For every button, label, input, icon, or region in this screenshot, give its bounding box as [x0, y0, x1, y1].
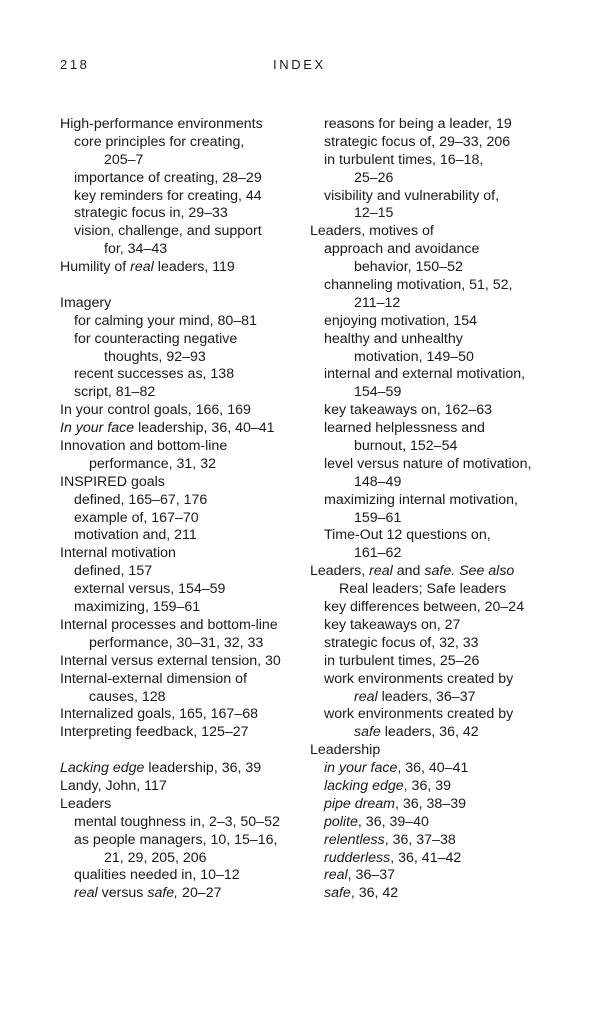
index-continuation: [310, 474, 550, 492]
italic-term: rudderless: [324, 849, 391, 866]
index-column-left: [60, 116, 305, 903]
index-subentry: [60, 313, 305, 331]
index-subentry: [310, 671, 550, 689]
index-subentry: [310, 492, 550, 510]
entry-text: approach and avoidance: [324, 241, 480, 258]
entry-text: Landy, John, 117: [60, 777, 167, 794]
index-entry: [60, 474, 305, 492]
index-entry: [60, 706, 305, 724]
index-subentry: [60, 599, 305, 617]
entry-text: key takeaways on, 162–63: [324, 402, 492, 419]
entry-text: Internalized goals, 165, 167–68: [60, 706, 258, 723]
entry-text: INSPIRED goals: [60, 473, 165, 490]
index-continuation: [60, 635, 305, 653]
index-subentry: [310, 420, 550, 438]
italic-term: Lacking edge: [60, 760, 145, 777]
letter-group-gap: [60, 742, 305, 760]
index-subentry: [310, 152, 550, 170]
entry-text: 211–12: [354, 294, 401, 311]
entry-text: High-performance environments: [60, 116, 263, 132]
entry-text: reasons for being a leader, 19: [324, 116, 512, 132]
entry-text: leaders, 119: [153, 259, 235, 276]
index-subentry: [60, 384, 305, 402]
italic-term: real: [354, 688, 378, 705]
entry-text: Humility of: [60, 259, 131, 276]
index-entry: [60, 724, 305, 742]
italic-term: real: [324, 867, 348, 884]
entry-text: performance, 31, 32: [89, 455, 216, 472]
index-entry: [60, 259, 305, 277]
index-continuation: [310, 581, 550, 599]
index-subentry: [310, 402, 550, 420]
entry-text: versus: [97, 885, 148, 902]
entry-text: as people managers, 10, 15–16,: [74, 831, 278, 848]
entry-text: thoughts, 92–93: [104, 348, 206, 365]
entry-text: visibility and vulnerability of,: [324, 187, 500, 204]
index-subentry: [310, 331, 550, 349]
entry-text: Innovation and bottom-line: [60, 438, 228, 455]
entry-text: leaders, 36–37: [377, 688, 476, 705]
index-subentry: [60, 188, 305, 206]
index-subentry: [310, 241, 550, 259]
index-subentry: [310, 885, 550, 903]
index-continuation: [60, 241, 305, 259]
entry-text: script, 81–82: [74, 384, 156, 401]
index-subentry: [310, 850, 550, 868]
index-continuation: [60, 349, 305, 367]
index-subentry: [60, 331, 305, 349]
entry-text: 159–61: [354, 509, 402, 526]
index-continuation: [310, 259, 550, 277]
index-entry: [60, 116, 305, 134]
entry-text: Internal versus external tension, 30: [60, 652, 281, 669]
index-entry: [310, 223, 550, 241]
index-subentry: [60, 366, 305, 384]
entry-text: Interpreting feedback, 125–27: [60, 724, 249, 741]
index-entry: [60, 295, 305, 313]
entry-text: for, 34–43: [104, 241, 168, 258]
index-entry: [60, 617, 305, 635]
index-subentry: [310, 635, 550, 653]
page-header: [0, 57, 600, 75]
italic-term: pipe dream: [324, 795, 395, 812]
italic-term: real: [369, 563, 393, 580]
entry-text: 205–7: [104, 151, 144, 168]
index-entry: [60, 760, 305, 778]
index-subentry: [310, 134, 550, 152]
entry-text: , 36, 40–41: [397, 760, 469, 777]
index-subentry: [310, 796, 550, 814]
entry-text: 20–27: [178, 885, 222, 902]
index-subentry: [310, 814, 550, 832]
entry-text: motivation, 149–50: [354, 348, 474, 365]
entry-text: example of, 167–70: [74, 509, 199, 526]
index-subentry: [310, 832, 550, 850]
italic-term: safe,: [147, 885, 179, 902]
index-continuation: [310, 724, 550, 742]
entry-text: 21, 29, 205, 206: [104, 849, 207, 866]
entry-text: level versus nature of motivation,: [324, 455, 532, 472]
italic-term: safe: [324, 885, 351, 902]
entry-text: leadership, 36, 39: [144, 760, 262, 777]
index-entry: [60, 653, 305, 671]
entry-text: , 36, 39: [403, 777, 452, 794]
index-subentry: [310, 760, 550, 778]
italic-term: polite: [324, 813, 358, 830]
index-subentry: [60, 492, 305, 510]
index-continuation: [310, 545, 550, 563]
index-subentry: [310, 527, 550, 545]
index-entry: [60, 545, 305, 563]
index-subentry: [310, 313, 550, 331]
index-continuation: [310, 170, 550, 188]
entry-text: vision, challenge, and support: [74, 223, 262, 240]
entry-text: defined, 157: [74, 563, 153, 580]
entry-text: work environments created by: [324, 706, 514, 723]
entry-text: work environments created by: [324, 670, 514, 687]
index-entry: [60, 778, 305, 796]
italic-term: in your face: [324, 760, 398, 777]
italic-term: real: [74, 885, 98, 902]
entry-text: behavior, 150–52: [354, 259, 463, 276]
entry-text: in turbulent times, 25–26: [324, 652, 480, 669]
entry-text: 154–59: [354, 384, 402, 401]
index-entry: [60, 796, 305, 814]
index-continuation: [60, 456, 305, 474]
entry-text: Time-Out 12 questions on,: [324, 527, 491, 544]
entry-text: Leaders: [60, 795, 112, 812]
italic-term: relentless: [324, 831, 385, 848]
entry-text: key takeaways on, 27: [324, 616, 461, 633]
index-entry: [310, 563, 550, 581]
entry-text: , 36, 42: [350, 885, 399, 902]
entry-text: , 36, 37–38: [384, 831, 456, 848]
entry-text: 161–62: [354, 545, 402, 562]
entry-text: defined, 165–67, 176: [74, 491, 208, 508]
entry-text: external versus, 154–59: [74, 581, 226, 598]
index-continuation: [310, 384, 550, 402]
letter-group-gap: [60, 277, 305, 295]
entry-text: Internal processes and bottom-line: [60, 616, 278, 633]
italic-term: lacking edge: [324, 777, 404, 794]
entry-text: mental toughness in, 2–3, 50–52: [74, 813, 280, 830]
entry-text: causes, 128: [89, 688, 166, 705]
index-continuation: [310, 205, 550, 223]
entry-text: leaders, 36, 42: [380, 724, 479, 741]
entry-text: maximizing, 159–61: [74, 599, 201, 616]
index-subentry: [60, 867, 305, 885]
entry-text: core principles for creating,: [74, 133, 245, 150]
entry-text: and: [392, 563, 425, 580]
index-subentry: [60, 527, 305, 545]
index-subentry: [60, 814, 305, 832]
index-subentry: [310, 456, 550, 474]
index-continuation: [60, 152, 305, 170]
index-subentry: [60, 832, 305, 850]
entry-text: healthy and unhealthy: [324, 330, 463, 347]
entry-text: 25–26: [354, 169, 394, 186]
index-subentry: [60, 223, 305, 241]
entry-text: Leaders,: [310, 563, 370, 580]
entry-text: 148–49: [354, 473, 402, 490]
index-subentry: [60, 170, 305, 188]
entry-text: for calming your mind, 80–81: [74, 312, 257, 329]
index-subentry: [60, 205, 305, 223]
entry-text: Internal motivation: [60, 545, 176, 562]
entry-text: learned helplessness and: [324, 420, 485, 437]
index-subentry: [60, 885, 305, 903]
entry-text: Leaders, motives of: [310, 223, 434, 240]
index-column-right: [310, 116, 550, 903]
entry-text: maximizing internal motivation,: [324, 491, 518, 508]
entry-text: Internal-external dimension of: [60, 670, 247, 687]
index-subentry: [60, 134, 305, 152]
entry-text: Imagery: [60, 294, 112, 311]
index-continuation: [310, 349, 550, 367]
index-subentry: [310, 188, 550, 206]
entry-text: importance of creating, 28–29: [74, 169, 262, 186]
entry-text: recent successes as, 138: [74, 366, 235, 383]
entry-text: , 36–37: [347, 867, 396, 884]
italic-term: safe. See also: [424, 563, 515, 580]
entry-text: Leadership: [310, 742, 381, 759]
entry-text: in turbulent times, 16–18,: [324, 151, 484, 168]
index-entry: [60, 438, 305, 456]
entry-text: leadership, 36, 40–41: [134, 420, 275, 437]
section-title: INDEX: [273, 57, 326, 72]
entry-text: , 36, 38–39: [394, 795, 466, 812]
entry-text: 12–15: [354, 205, 394, 222]
index-entry: [60, 420, 305, 438]
entry-text: motivation and, 211: [74, 527, 197, 544]
entry-text: In your control goals, 166, 169: [60, 402, 251, 419]
index-subentry: [60, 563, 305, 581]
entry-text: for counteracting negative: [74, 330, 238, 347]
entry-text: channeling motivation, 51, 52,: [324, 277, 513, 294]
index-entry: [60, 402, 305, 420]
entry-text: strategic focus of, 29–33, 206: [324, 133, 511, 150]
entry-text: burnout, 152–54: [354, 438, 458, 455]
index-subentry: [310, 867, 550, 885]
entry-text: key reminders for creating, 44: [74, 187, 262, 204]
index-continuation: [310, 295, 550, 313]
entry-text: key differences between, 20–24: [324, 599, 525, 616]
index-subentry: [310, 653, 550, 671]
index-entry: [310, 742, 550, 760]
index-subentry: [310, 706, 550, 724]
entry-text: Real leaders; Safe leaders: [339, 581, 507, 598]
index-subentry: [60, 581, 305, 599]
entry-text: , 36, 41–42: [390, 849, 462, 866]
italic-term: In your face: [60, 420, 135, 437]
entry-text: enjoying motivation, 154: [324, 312, 478, 329]
index-continuation: [310, 510, 550, 528]
entry-text: strategic focus of, 32, 33: [324, 634, 479, 651]
index-continuation: [310, 689, 550, 707]
entry-text: , 36, 39–40: [357, 813, 429, 830]
italic-term: safe: [354, 724, 381, 741]
index-subentry: [310, 778, 550, 796]
entry-text: internal and external motivation,: [324, 366, 526, 383]
entry-text: performance, 30–31, 32, 33: [89, 634, 264, 651]
index-subentry: [310, 599, 550, 617]
index-continuation: [60, 850, 305, 868]
entry-text: qualities needed in, 10–12: [74, 867, 240, 884]
index-continuation: [60, 689, 305, 707]
index-subentry: [310, 617, 550, 635]
entry-text: strategic focus in, 29–33: [74, 205, 228, 222]
index-subentry: [310, 277, 550, 295]
index-subentry: [310, 366, 550, 384]
index-subentry: [60, 510, 305, 528]
index-entry: [60, 671, 305, 689]
page-number: 218: [60, 57, 90, 72]
index-continuation: [310, 438, 550, 456]
italic-term: real: [130, 259, 154, 276]
index-subentry: [310, 116, 550, 134]
